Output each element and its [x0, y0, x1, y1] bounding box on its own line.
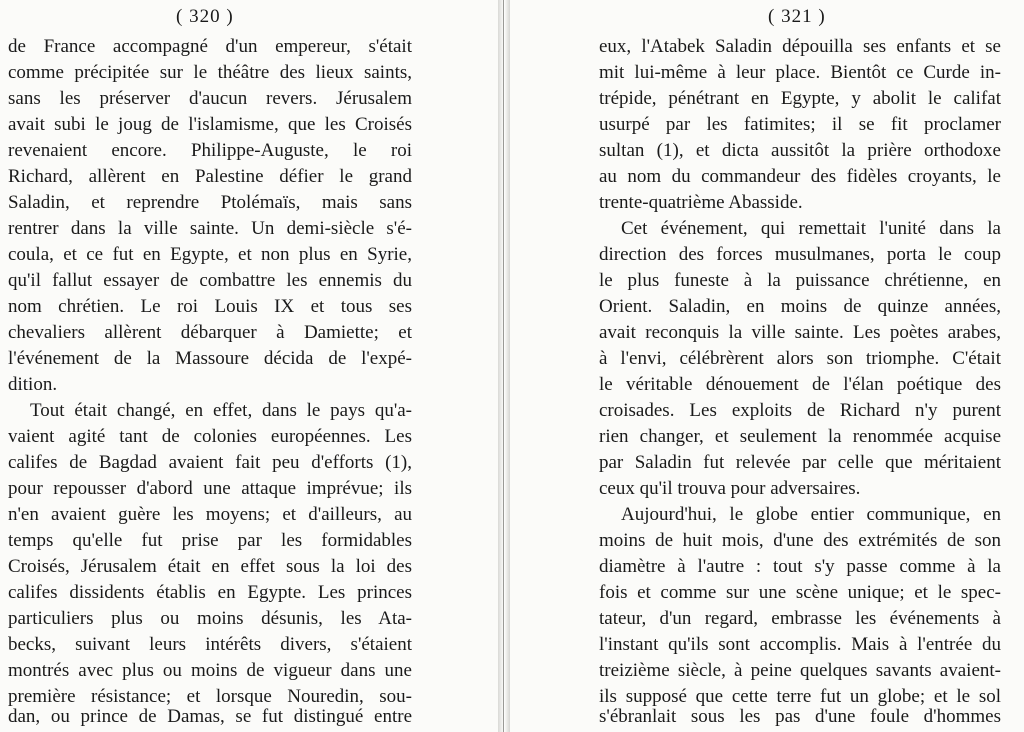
text-line: avait reconquis la ville sainte. Les poètes arabes, — [599, 322, 1001, 343]
text-line: califes dissidents établis en Egypte. Les princes — [8, 582, 412, 603]
text-line: l'événement de la Massoure décida de l'expé- — [8, 348, 412, 369]
text-line: califes de Bagdad avaient fait peu d'efforts (1), — [8, 452, 412, 473]
text-line: n'en avaient guère les moyens; et d'ailleurs, au — [8, 504, 412, 525]
text-line: rentrer dans la ville sainte. Un demi-siècle s'é- — [8, 218, 412, 239]
text-line: coula, et ce fut en Egypte, et non plus en Syrie, — [8, 244, 412, 265]
text-line: treizième siècle, à peine quelques savants avaient- — [599, 660, 1001, 681]
text-line: à l'envi, célébrèrent alors son triomphe. C'était — [599, 348, 1001, 369]
text-line: chevaliers allèrent débarquer à Damiette; et — [8, 322, 412, 343]
text-line: particuliers plus ou moins désunis, les Ata- — [8, 608, 412, 629]
text-line: becks, suivant leurs intérêts divers, s'étaient — [8, 634, 412, 655]
text-line: Richard, allèrent en Palestine défier le grand — [8, 166, 412, 187]
text-line: comme précipitée sur le théâtre des lieux saints, — [8, 62, 412, 83]
text-line: mit lui-même à leur place. Bientôt ce Curde in- — [599, 62, 1001, 83]
text-line: dition. — [8, 374, 58, 395]
text-line: eux, l'Atabek Saladin dépouilla ses enfants et se — [599, 36, 1001, 57]
text-line: sultan (1), et dicta aussitôt la prière orthodoxe — [599, 140, 1001, 161]
text-line: usurpé par les fatimites; il se fit proclamer — [599, 114, 1001, 135]
text-line: trépide, pénétrant en Egypte, y abolit le califat — [599, 88, 1001, 109]
text-line: s'ébranlait sous les pas d'une foule d'hommes — [599, 706, 1001, 727]
gutter-divider — [503, 0, 504, 732]
text-line: avait subi le joug de l'islamisme, que les Croisés — [8, 114, 412, 135]
paragraph-first-line: Tout était changé, en effet, dans le pays qu'a- — [30, 400, 412, 421]
text-line: première résistance; et lorsque Nouredin, sou- — [8, 686, 412, 707]
text-line: ceux qu'il trouva pour adversaires. — [599, 478, 861, 499]
text-line: moins de huit mois, d'une des extrémités de son — [599, 530, 1001, 551]
text-line: Saladin, et reprendre Ptolémaïs, mais sans — [8, 192, 412, 213]
text-line: dan, ou prince de Damas, se fut distingué entre — [8, 706, 412, 727]
text-line: tateur, d'un regard, embrasse les événements à — [599, 608, 1001, 629]
text-line: montrés avec plus ou moins de vigueur dans une — [8, 660, 412, 681]
text-line: rien changer, et seulement la renommée acquise — [599, 426, 1001, 447]
paragraph-first-line: Cet événement, qui remettait l'unité dans la — [621, 218, 1001, 239]
text-line: de France accompagné d'un empereur, s'était — [8, 36, 412, 57]
text-line: pour repousser d'abord une attaque imprévue; ils — [8, 478, 412, 499]
text-line: fois et comme sur une scène unique; et le spec- — [599, 582, 1001, 603]
paragraph-first-line: Aujourd'hui, le globe entier communique, en — [621, 504, 1001, 525]
text-line: revenaient encore. Philippe-Auguste, le roi — [8, 140, 412, 161]
text-line: vaient agité tant de colonies européennes. Les — [8, 426, 412, 447]
text-line: Orient. Saladin, en moins de quinze années, — [599, 296, 1001, 317]
text-line: Croisés, Jérusalem était en effet sous la loi des — [8, 556, 412, 577]
text-line: le véritable dénouement de l'élan poétique des — [599, 374, 1001, 395]
page-number-321: ( 321 ) — [768, 6, 826, 27]
text-line: temps qu'elle fut prise par les formidables — [8, 530, 412, 551]
text-line: trente-quatrième Abasside. — [599, 192, 803, 213]
text-line: croisades. Les exploits de Richard n'y purent — [599, 400, 1001, 421]
left-page — [0, 0, 498, 732]
text-line: au nom du commandeur des fidèles croyants, le — [599, 166, 1001, 187]
text-line: le plus funeste à la puissance chrétienne, en — [599, 270, 1001, 291]
text-line: ils supposé que cette terre fut un globe; et le sol — [599, 686, 1001, 707]
text-line: nom chrétien. Le roi Louis IX et tous ses — [8, 296, 412, 317]
text-line: par Saladin fut relevée par celle que méritaient — [599, 452, 1001, 473]
text-line: qu'il fallut essayer de combattre les ennemis du — [8, 270, 412, 291]
text-line: diamètre à l'autre : tout s'y passe comme à la — [599, 556, 1001, 577]
text-line: direction des forces musulmanes, porta le coup — [599, 244, 1001, 265]
page-number-320: ( 320 ) — [176, 6, 234, 27]
text-line: l'instant qu'ils sont accomplis. Mais à l'entrée du — [599, 634, 1001, 655]
text-line: sans les préserver d'aucun revers. Jérusalem — [8, 88, 412, 109]
book-gutter — [498, 0, 510, 732]
right-page — [510, 0, 1024, 732]
